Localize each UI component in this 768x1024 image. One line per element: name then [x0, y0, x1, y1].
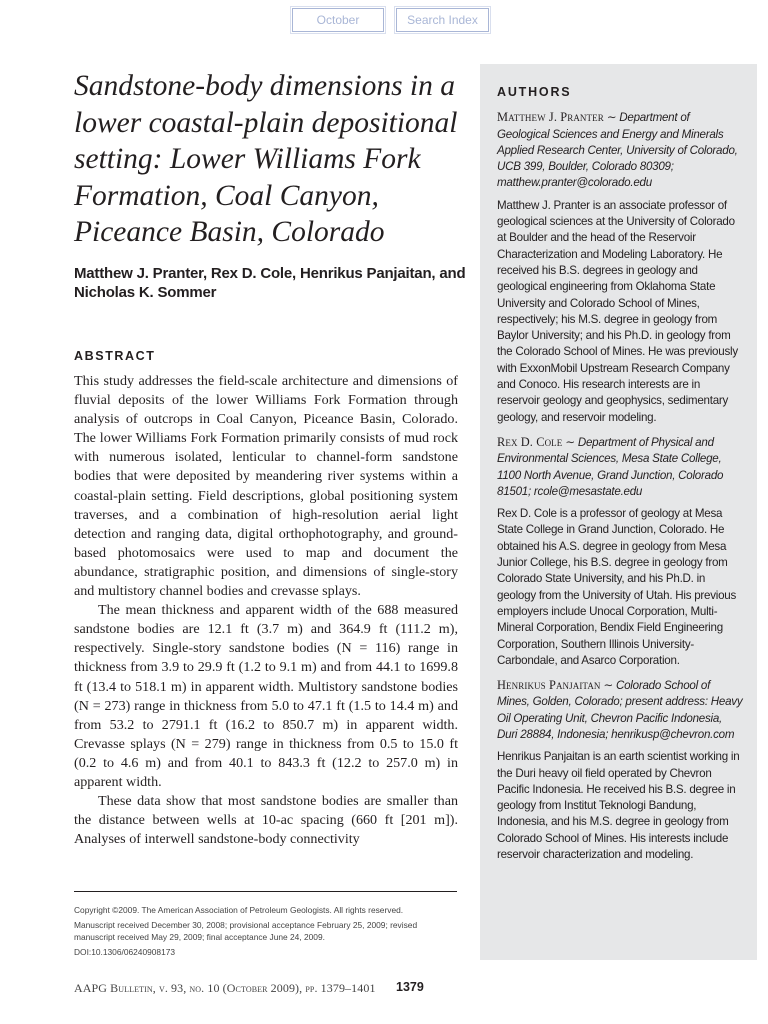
journal-citation-text: AAPG Bulletin, v. 93, no. 10 (October 2009), pp. 1379–1401 — [74, 981, 376, 995]
copyright-note: Copyright ©2009. The American Association of Petroleum Geologists. All rights reserved. — [74, 905, 404, 915]
affiliation-text: Department of Physical and Environmental Sciences, Mesa State College, 1100 North Avenue, Grand Junction, Colorado 81501; rcole@mesastate.edu — [497, 435, 724, 498]
abstract-body — [74, 372, 458, 849]
tilde-separator: ∼ — [606, 111, 617, 125]
journal-citation — [74, 981, 376, 996]
abstract-heading: ABSTRACT — [74, 349, 156, 363]
manuscript-history: Manuscript received December 30, 2008; provisional acceptance February 25, 2009; revised manuscript received May 29, 2009; final acceptance June 24, 2009. — [74, 920, 418, 942]
tilde-separator: ∼ — [603, 679, 613, 693]
author-affiliation — [497, 109, 743, 191]
footnotes — [74, 904, 458, 961]
author-affiliation — [497, 677, 743, 743]
author-entry — [497, 677, 743, 863]
author-name: Matthew J. Pranter — [497, 110, 604, 125]
author-entry — [497, 109, 743, 426]
authors-sidebar — [480, 64, 757, 960]
author-name: Rex D. Cole — [497, 434, 563, 449]
affiliation-text: Department of Geological Sciences and Energy and Minerals Applied Research Center, University of Colorado, UCB 399, Boulder, Colorado 80309; matthew.pranter@colorado.edu — [497, 111, 738, 190]
article-title: Sandstone-body dimensions in a lower coastal-plain depositional setting: Lower Williams Fork Formation, Coal Canyon, Piceance Basin, Colorado — [74, 70, 458, 248]
footnote-divider — [74, 891, 457, 892]
authors-heading: AUTHORS — [497, 85, 572, 99]
october-nav-button[interactable]: October — [292, 8, 384, 32]
author-bio: Henrikus Panjaitan is an earth scientist working in the Duri heavy oil field operated by Chevron Pacific Indonesia. He received his B.S. degree in geology from Institut Teknologi Bandung, Indonesia, and his M.S. degree in geology from Colorado School of Mines. His interests include reservoir characterization and modeling. — [497, 750, 740, 862]
abstract-paragraph-3: These data show that most sandstone bodies are smaller than the distance between wells at 10-ac spacing (660 ft [201 m]). Analyses of interwell sandstone-body connectivity — [74, 793, 458, 848]
abstract-paragraph-1: This study addresses the field-scale architecture and dimensions of fluvial deposits of the lower Williams Fork Formation through analysis of outcrops in Coal Canyon, Piceance Basin, Colorado. The lower Williams Fork Formation primarily consists of mud rock with numerous isolated, lenticular to channel-form sandstone bodies that were deposited by meandering river systems within a coastal-plain setting. Field descriptions, global positioning system traverses, and a combination of high-resolution aerial light detection and ranging data, digital orthophotography, and ground-based photomosaics were used to map and document the abundance, stratigraphic position, and dimensions of single-story and multistory channel bodies and crevasse splays. — [74, 373, 458, 600]
abstract-paragraph-2: The mean thickness and apparent width of the 688 measured sandstone bodies are 12.1 ft (3.7 m) and 364.9 ft (111.2 m), respectively. Single-story sandstone bodies (N = 116) range in thickness from 3.9 to 29.9 ft (1.2 to 9.1 m) and from 44.1 to 1699.8 ft (13.4 to 518.1 m) in apparent width. Multistory sandstone bodies (N = 273) range in thickness from 5.0 to 47.1 ft (1.5 to 14.4 m) and from 53.2 to 2791.1 ft (16.2 to 850.7 m) in apparent width. Crevasse splays (N = 279) range in thickness from 0.5 to 15.0 ft (0.2 to 4.6 m) and from 40.1 to 843.3 ft (12.2 to 257.0 m) in apparent width. — [74, 602, 458, 790]
author-bio: Matthew J. Pranter is an associate professor of geological sciences at the University of Colorado at Boulder and the head of the Reservoir Characterization and Modeling Laboratory. He received his B.S. degrees in geology and geological engineering from Oklahoma State University and Colorado School of Mines, respectively; his M.S. degree in geology from Baylor University; and his Ph.D. in geology from the Colorado School of Mines. He was previously with ExxonMobil Upstream Research Company and Conoco. His research interests are in reservoir geology and geophysics, sedimentary geology, and reservoir modeling. — [497, 198, 738, 424]
article-authors: Matthew J. Pranter, Rex D. Cole, Henrikus Panjaitan, and Nicholas K. Sommer — [74, 265, 466, 301]
page-number: 1379 — [396, 980, 424, 994]
author-bio: Rex D. Cole is a professor of geology at Mesa State College in Grand Junction, Colorado. He obtained his A.S. degree in geology from Mesa Junior College, his B.S. degree in geology from Colorado State University, and his Ph.D. in geology from the University of Utah. His previous employers include Unocal Corporation, Multi-Mineral Corporation, Bendix Field Engineering Corporation, Southern Illinois University-Carbondale, and Asarco Corporation. — [497, 507, 737, 667]
search-index-nav-button[interactable]: Search Index — [396, 8, 489, 32]
tilde-separator: ∼ — [565, 435, 575, 449]
author-entry — [497, 434, 743, 669]
author-name: Henrikus Panjaitan — [497, 678, 601, 693]
affiliation-text: Colorado School of Mines, Golden, Colorado; present address: Heavy Oil Operating Unit, Chevron Pacific Indonesia, Duri 28884, Indonesia; henrikusp@chevron.com — [497, 679, 743, 741]
author-affiliation — [497, 434, 743, 500]
doi: DOI:10.1306/06240908173 — [74, 947, 176, 957]
